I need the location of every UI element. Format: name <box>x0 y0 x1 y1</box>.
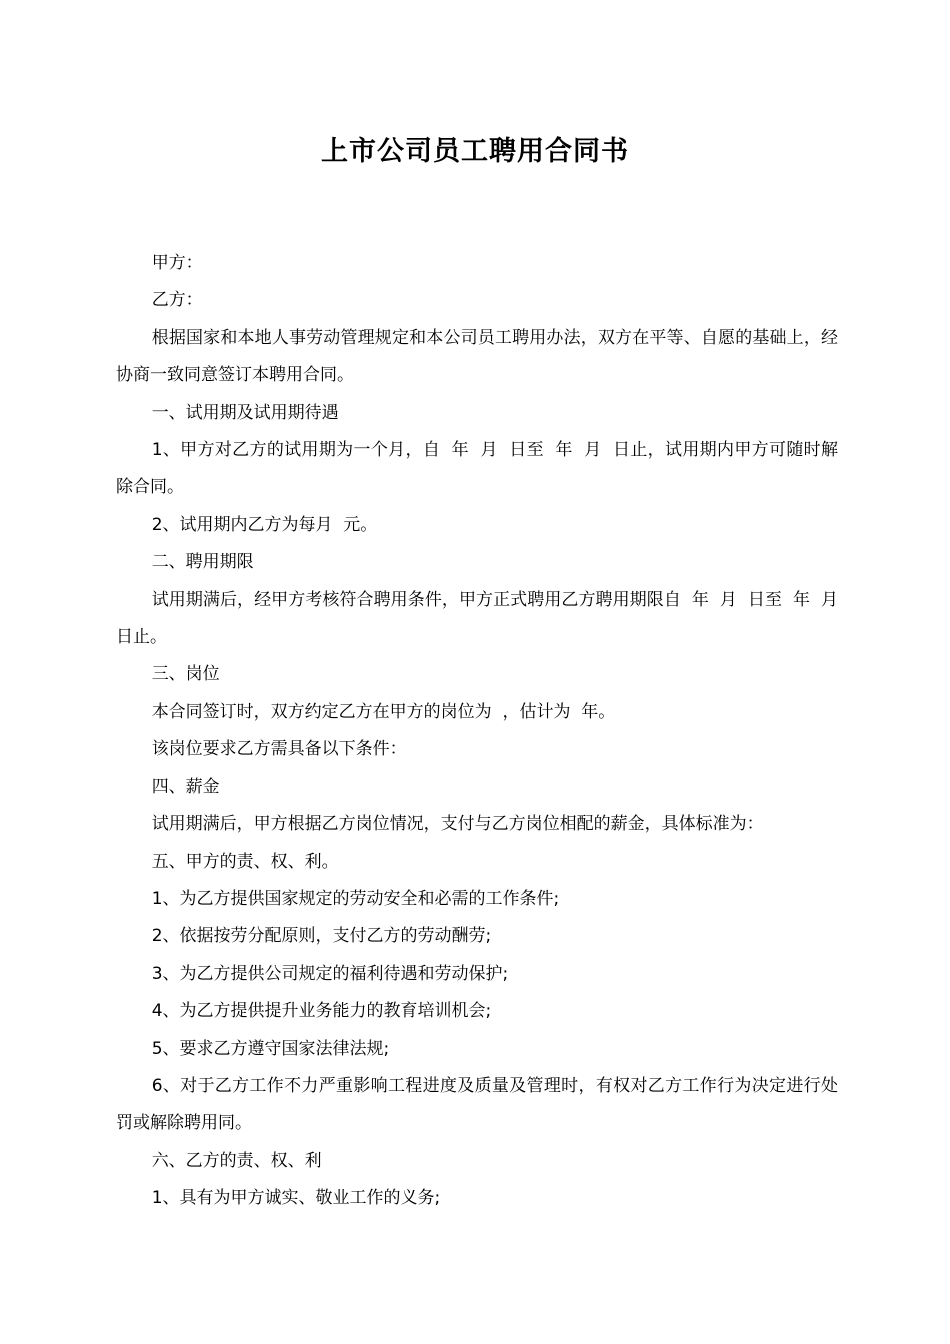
section-heading-salary: 四、薪金 <box>151 776 220 797</box>
party-a-line: 甲方： <box>151 253 203 273</box>
party-a-duty-item: 6、对于乙方工作不力严重影响工程进度及质量及管理时，有权对乙方工作行为决定进行处罚或解除聘用同。 <box>116 1075 838 1134</box>
document-title: 上市公司员工聘用合同书 <box>321 136 629 167</box>
section-heading-party-b-duties: 六、乙方的责、权、利 <box>151 1150 322 1171</box>
clause-salary: 试用期满后，甲方根据乙方岗位情况，支付与乙方岗位相配的薪金，具体标准为： <box>151 814 764 835</box>
party-a-duty-item: 3、为乙方提供公司规定的福利待遇和劳动保护; <box>151 963 509 984</box>
party-a-duty-item: 5、要求乙方遵守国家法律法规; <box>151 1038 390 1059</box>
clause-position-requirements: 该岗位要求乙方需具备以下条件： <box>151 739 407 760</box>
party-b-duty-item: 1、具有为甲方诚实、敬业工作的义务; <box>151 1188 441 1209</box>
clause-probation-period: 1、甲方对乙方的试用期为一个月，自 年 月 日至 年 月 日止，试用期内甲方可随时解除合同。 <box>116 440 838 498</box>
section-heading-party-a-duties: 五、甲方的责、权、利。 <box>151 851 339 872</box>
party-b-line: 乙方： <box>151 290 203 311</box>
party-a-duty-item: 2、依据按劳分配原则，支付乙方的劳动酬劳; <box>151 926 492 947</box>
clause-position: 本合同签订时，双方约定乙方在甲方的岗位为 ，估计为 年。 <box>151 701 616 722</box>
document-body <box>116 245 849 1218</box>
clause-employment-term: 试用期满后，经甲方考核符合聘用条件，甲方正式聘用乙方聘用期限自 年 月 日至 年 月 日止。 <box>116 589 849 648</box>
clause-probation-pay: 2、试用期内乙方为每月 元。 <box>151 514 378 535</box>
party-a-duty-item: 1、为乙方提供国家规定的劳动安全和必需的工作条件; <box>151 888 560 909</box>
section-heading-position: 三、岗位 <box>151 664 220 685</box>
party-a-duty-item: 4、为乙方提供提升业务能力的教育培训机会; <box>151 1001 492 1022</box>
section-heading-term: 二、聘用期限 <box>151 552 254 573</box>
preamble-paragraph: 根据国家和本地人事劳动管理规定和本公司员工聘用办法，双方在平等、自愿的基础上，经协商一致同意签订本聘用合同。 <box>116 327 838 386</box>
section-heading-probation: 一、试用期及试用期待遇 <box>151 402 339 423</box>
